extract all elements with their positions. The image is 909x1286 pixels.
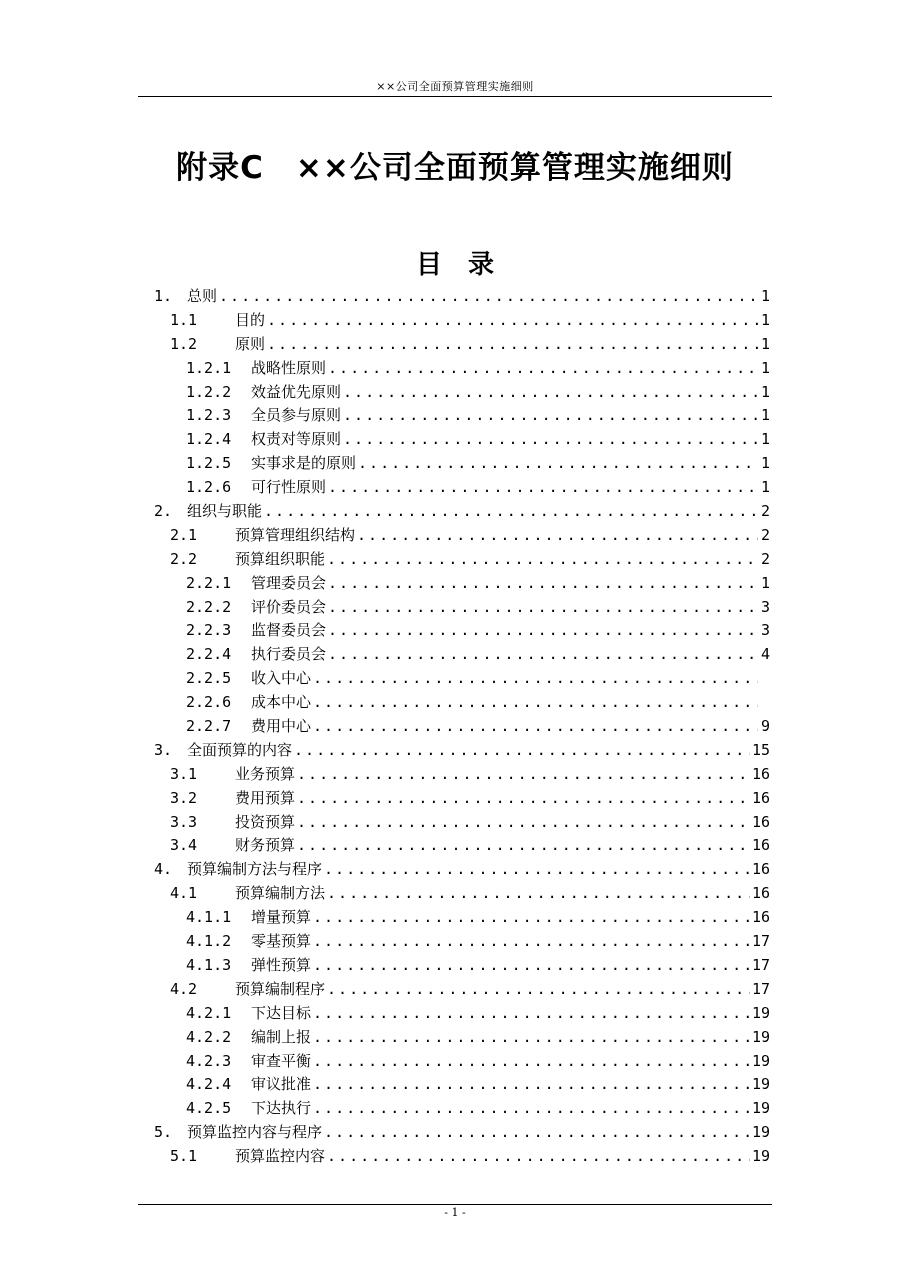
toc-entry-title: 成本中心: [251, 693, 312, 712]
toc-dot-leader: [313, 1050, 750, 1074]
toc-entry-title: 组织与职能: [187, 502, 263, 521]
toc-entry[interactable]: [150, 763, 770, 787]
table-of-contents: [150, 285, 770, 1169]
toc-entry[interactable]: [150, 1050, 770, 1074]
toc-entry-title: 全面预算的内容: [187, 740, 293, 759]
toc-entry[interactable]: [150, 739, 770, 763]
toc-entry[interactable]: [150, 811, 770, 835]
toc-entry[interactable]: [150, 285, 770, 309]
toc-entry-number: 4.2.4: [186, 1075, 232, 1094]
document-title: 附录C ××公司全面预算管理实施细则: [176, 150, 734, 186]
toc-entry[interactable]: [150, 787, 770, 811]
toc-entry[interactable]: [150, 452, 770, 476]
toc-entry-page: 1: [760, 287, 770, 305]
toc-entry-title: 原则: [235, 334, 266, 353]
toc-dot-leader: [327, 1145, 750, 1169]
toc-entry[interactable]: [150, 906, 770, 930]
toc-entry-page: 19: [751, 1027, 770, 1046]
toc-entry-number: 3.4: [170, 836, 198, 855]
toc-entry-page: 16: [751, 884, 770, 903]
toc-entry[interactable]: [150, 691, 770, 715]
toc-entry-title: 审议批准: [251, 1075, 312, 1094]
toc-entry-number: 4.2.2: [186, 1027, 232, 1046]
toc-entry-page: 1: [760, 406, 770, 425]
toc-entry[interactable]: [150, 404, 770, 428]
toc-entry[interactable]: [150, 548, 770, 572]
toc-entry-number: 5.: [154, 1123, 173, 1142]
toc-entry[interactable]: [150, 858, 770, 882]
toc-dot-leader: [327, 978, 750, 1002]
toc-entry-number: 2.: [154, 502, 173, 521]
toc-dot-leader: [313, 1073, 750, 1097]
toc-entry-page: 1: [760, 454, 770, 473]
toc-dot-leader: [327, 882, 750, 906]
toc-entry[interactable]: [150, 333, 770, 357]
toc-dot-leader: [313, 1097, 750, 1121]
toc-entry-title: 预算管理组织结构: [235, 525, 356, 544]
toc-entry-title: 弹性预算: [251, 955, 312, 974]
header-divider: [138, 96, 772, 97]
page-number: - 1 -: [444, 1206, 466, 1219]
toc-entry-title: 评价委员会: [251, 597, 327, 616]
toc-entry[interactable]: [150, 667, 770, 691]
toc-entry-number: 4.2.1: [186, 1003, 232, 1022]
toc-entry-title: 预算监控内容与程序: [187, 1123, 323, 1142]
toc-entry-number: 1.2: [170, 334, 198, 353]
toc-entry-title: 编制上报: [251, 1027, 312, 1046]
toc-dot-leader: [313, 691, 758, 715]
toc-entry-page: 17: [751, 932, 770, 951]
toc-dot-leader: [313, 930, 750, 954]
toc-entry-number: 4.1.3: [186, 955, 232, 974]
toc-entry[interactable]: [150, 882, 770, 906]
toc-entry-number: 4.2.5: [186, 1099, 232, 1118]
toc-entry-number: 4.2.3: [186, 1051, 232, 1070]
toc-dot-leader: [328, 596, 758, 620]
toc-dot-leader: [328, 619, 758, 643]
toc-entry-title: 预算编制方法与程序: [187, 860, 323, 879]
toc-entry[interactable]: [150, 428, 770, 452]
toc-entry-title: 效益优先原则: [251, 382, 342, 401]
toc-entry-page: 3: [760, 621, 770, 640]
toc-entry-number: 2.2.3: [186, 621, 232, 640]
toc-entry-title: 审查平衡: [251, 1051, 312, 1070]
toc-entry-page: 16: [751, 812, 770, 831]
toc-entry-page: 15: [751, 740, 770, 759]
toc-entry-page: 19: [751, 1003, 770, 1022]
toc-entry-title: 财务预算: [235, 836, 296, 855]
toc-entry-page: 16: [751, 908, 770, 927]
toc-dot-leader: [343, 381, 758, 405]
toc-entry-title: 收入中心: [251, 669, 312, 688]
toc-entry-number: 2.2.4: [186, 645, 232, 664]
toc-entry-number: 5.1: [170, 1147, 198, 1166]
toc-entry-title: 总则: [187, 287, 218, 305]
toc-entry-number: 1.2.4: [186, 430, 232, 449]
footer-divider: [138, 1204, 772, 1205]
toc-entry-title: 下达目标: [251, 1003, 312, 1022]
toc-entry-page: 19: [751, 1123, 770, 1142]
toc-entry-title: 管理委员会: [251, 573, 327, 592]
toc-dot-leader: [267, 333, 758, 357]
toc-entry[interactable]: [150, 500, 770, 524]
toc-entry-title: 实事求是的原则: [251, 454, 357, 473]
toc-dot-leader: [264, 500, 758, 524]
toc-entry[interactable]: [150, 357, 770, 381]
toc-entry-number: 2.2.1: [186, 573, 232, 592]
toc-entry-title: 预算组织职能: [235, 549, 326, 568]
toc-entry-page: 9: [760, 717, 770, 736]
toc-entry-number: 2.2.5: [186, 669, 232, 688]
toc-entry[interactable]: [150, 643, 770, 667]
toc-entry[interactable]: [150, 619, 770, 643]
toc-dot-leader: [343, 428, 758, 452]
toc-entry[interactable]: [150, 834, 770, 858]
toc-entry-page: 19: [751, 1099, 770, 1118]
toc-entry-number: 1.2.1: [186, 358, 232, 377]
toc-entry-number: 4.1.2: [186, 932, 232, 951]
toc-entry-page: 16: [751, 764, 770, 783]
toc-entry[interactable]: [150, 954, 770, 978]
toc-entry-number: 1.2.2: [186, 382, 232, 401]
toc-entry-number: 4.1: [170, 884, 198, 903]
toc-dot-leader: [313, 715, 758, 739]
toc-entry-title: 全员参与原则: [251, 406, 342, 425]
toc-entry-title: 费用中心: [251, 717, 312, 736]
toc-dot-leader: [313, 1026, 750, 1050]
toc-entry-title: 增量预算: [251, 908, 312, 927]
toc-entry-number: 3.1: [170, 764, 198, 783]
toc-entry-number: 4.1.1: [186, 908, 232, 927]
toc-entry-page: 19: [751, 1051, 770, 1070]
toc-entry-page: 1: [760, 430, 770, 449]
toc-dot-leader: [313, 906, 750, 930]
toc-dot-leader: [328, 357, 758, 381]
toc-dot-leader: [267, 309, 758, 333]
toc-entry-number: 4.: [154, 860, 173, 879]
toc-entry-title: 预算编制程序: [235, 979, 326, 998]
toc-entry-number: 1.: [154, 287, 173, 305]
toc-entry-title: 预算编制方法: [235, 884, 326, 903]
toc-entry-title: 可行性原则: [251, 478, 327, 497]
toc-entry-number: 1.2.6: [186, 478, 232, 497]
toc-dot-leader: [328, 572, 758, 596]
toc-entry-title: 预算监控内容: [235, 1147, 326, 1166]
toc-dot-leader: [297, 763, 750, 787]
toc-dot-leader: [313, 954, 750, 978]
toc-entry[interactable]: [150, 1097, 770, 1121]
toc-entry-number: 1.2.3: [186, 406, 232, 425]
toc-entry-page: 19: [751, 1147, 770, 1166]
toc-entry-page: 16: [751, 836, 770, 855]
toc-dot-leader: [343, 404, 758, 428]
toc-dot-leader: [297, 834, 750, 858]
toc-dot-leader: [328, 476, 758, 500]
toc-entry-number: 2.2.6: [186, 693, 232, 712]
toc-entry-number: 2.1: [170, 525, 198, 544]
toc-entry-page: 2: [760, 549, 770, 568]
toc-entry[interactable]: [150, 1002, 770, 1026]
toc-entry-number: 4.2: [170, 979, 198, 998]
toc-dot-leader: [313, 1002, 750, 1026]
toc-entry[interactable]: [150, 309, 770, 333]
toc-entry-title: 战略性原则: [251, 358, 327, 377]
toc-entry-page: 16: [751, 788, 770, 807]
toc-entry-page: 3: [760, 597, 770, 616]
toc-entry-page: 17: [751, 955, 770, 974]
toc-entry[interactable]: [150, 524, 770, 548]
toc-dot-leader: [297, 787, 750, 811]
toc-entry[interactable]: [150, 381, 770, 405]
toc-dot-leader: [358, 452, 758, 476]
toc-entry-page: 1: [760, 382, 770, 401]
toc-entry-page: 2: [760, 525, 770, 544]
toc-entry[interactable]: [150, 476, 770, 500]
toc-entry-page: 17: [751, 979, 770, 998]
toc-entry[interactable]: [150, 978, 770, 1002]
toc-entry-page: 1: [760, 334, 770, 353]
toc-entry-page: 4: [760, 645, 770, 664]
toc-dot-leader: [327, 548, 758, 572]
toc-entry-title: 权责对等原则: [251, 430, 342, 449]
toc-dot-leader: [324, 858, 750, 882]
toc-entry-page: 1: [760, 478, 770, 497]
toc-entry-title: 零基预算: [251, 932, 312, 951]
toc-entry[interactable]: [150, 1026, 770, 1050]
toc-entry-title: 投资预算: [235, 812, 296, 831]
toc-dot-leader: [328, 643, 758, 667]
toc-entry-title: 业务预算: [235, 764, 296, 783]
toc-entry[interactable]: [150, 715, 770, 739]
toc-dot-leader: [294, 739, 750, 763]
toc-entry-title: 目的: [235, 310, 266, 329]
toc-heading: 目录: [415, 250, 520, 280]
toc-entry-page: 16: [751, 860, 770, 879]
toc-entry-page: 1: [760, 358, 770, 377]
toc-entry-title: 监督委员会: [251, 621, 327, 640]
toc-entry-page: 1: [760, 310, 770, 329]
toc-dot-leader: [357, 524, 758, 548]
toc-entry-page: 2: [760, 502, 770, 521]
toc-entry-number: 1.1: [170, 310, 198, 329]
toc-entry-page: 19: [751, 1075, 770, 1094]
toc-entry-title: 下达执行: [251, 1099, 312, 1118]
toc-dot-leader: [324, 1121, 750, 1145]
toc-entry-number: 3.3: [170, 812, 198, 831]
toc-entry-title: 费用预算: [235, 788, 296, 807]
toc-entry[interactable]: [150, 930, 770, 954]
toc-entry-number: 3.2: [170, 788, 198, 807]
toc-entry-number: 2.2.2: [186, 597, 232, 616]
running-header: ××公司全面预算管理实施细则: [376, 80, 534, 93]
toc-entry-title: 执行委员会: [251, 645, 327, 664]
toc-entry-number: 1.2.5: [186, 454, 232, 473]
toc-entry-number: 3.: [154, 740, 173, 759]
toc-entry[interactable]: [150, 1121, 770, 1145]
toc-entry-number: 2.2: [170, 549, 198, 568]
toc-entry[interactable]: [150, 1145, 770, 1169]
toc-entry[interactable]: [150, 572, 770, 596]
toc-dot-leader: [219, 285, 758, 309]
toc-entry[interactable]: [150, 596, 770, 620]
toc-dot-leader: [297, 811, 750, 835]
toc-entry-page: 1: [760, 573, 770, 592]
toc-entry-number: 2.2.7: [186, 717, 232, 736]
toc-entry[interactable]: [150, 1073, 770, 1097]
toc-dot-leader: [313, 667, 758, 691]
